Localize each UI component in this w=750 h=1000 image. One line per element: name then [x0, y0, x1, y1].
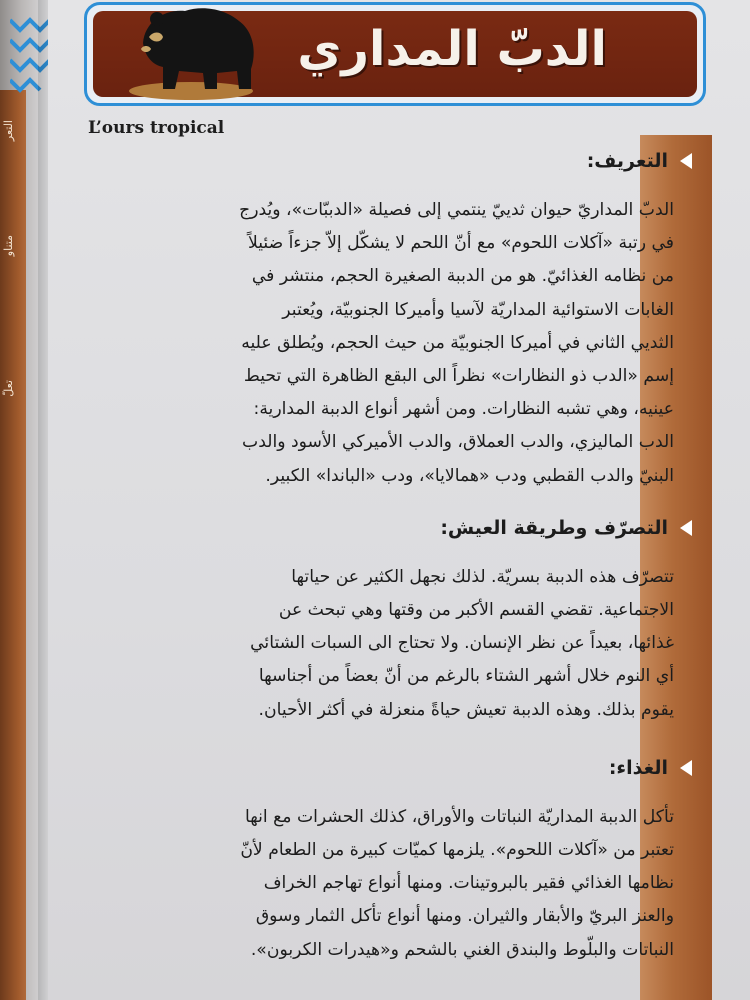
text-line: في رتبة «آكلات اللحوم» مع أنّ اللحم لا يشكّل إلاّ جزءاً ضئيلاً	[247, 233, 674, 254]
text-line: الغابات الاستوائية المداريّة لآسيا وأميركا الجنوبيّة، ويُعتبر	[282, 299, 674, 320]
text-line: تتصرّف هذه الدببة بسريّة. لذلك نجهل الكثير عن حياتها	[291, 566, 674, 587]
text-line: يقوم بذلك. وهذه الدببة تعيش حياةً منعزلة في أكثر الأحيان.	[258, 699, 674, 720]
triangle-bullet-icon	[680, 153, 692, 169]
text-line: نظامها الغذائي فقير بالبروتينات. ومنها أنواع تهاجم الخراف	[263, 873, 674, 894]
text-line: الاجتماعية. تقضي القسم الأكبر من وقتها وهي تبحث عن	[278, 600, 674, 621]
text-line: غذائها، بعيداً عن نظر الإنسان. ولا تحتاج الى السبات الشتائي	[250, 633, 674, 654]
triangle-bullet-icon	[680, 520, 692, 536]
section-heading	[88, 755, 692, 781]
text-line: الدبّ المداريّ حيوان ثدييّ ينتمي إلى فصيلة «الدببّات»، ويُدرج	[239, 200, 674, 220]
section-definition	[88, 148, 692, 493]
title-banner	[84, 2, 706, 106]
triangle-bullet-icon	[680, 760, 692, 776]
text-line: النباتات والبلّوط والبندق الغني بالشحم و«هيدرات الكربون».	[250, 939, 674, 960]
section-heading	[88, 515, 692, 541]
section-heading-label: الغذاء:	[608, 756, 668, 779]
section-paragraph	[88, 801, 692, 967]
text-line: والعنز البريّ والأبقار والثيران. ومنها أنواع تأكل الثمار وسوق	[255, 906, 674, 927]
left-fragment-1: التعر	[2, 120, 15, 142]
text-line: تأكل الدببة المداريّة النباتات والأوراق، كذلك الحشرات مع انها	[244, 806, 674, 827]
previous-page-side-strip	[0, 90, 26, 1000]
title-banner-inner	[93, 11, 697, 97]
article-body	[88, 148, 692, 967]
page-title: الدبّ المداري	[297, 21, 607, 77]
text-line: تعتبر من «آكلات اللحوم». يلزمها كميّات كبيرة من الطعام لأنّ	[240, 840, 674, 861]
bear-image	[113, 3, 263, 101]
text-line: البنيّ والدب القطبي ودب «همالايا»، ودب «الباندا» الكبير.	[265, 465, 674, 486]
left-fragment-3: تعلّ	[2, 380, 15, 397]
text-line: أي النوم خلال أشهر الشتاء بالرغم من أنّ بعضاً من أجناسها	[258, 666, 674, 687]
section-food	[88, 755, 692, 967]
text-line: الدب الماليزي، والدب العملاق، والدب الأميركي الأسود والدب	[242, 432, 674, 453]
text-line: إسم «الدب ذو النظارات» نظراً الى البقع الظاهرة التي تحيط	[243, 366, 674, 387]
section-paragraph	[88, 561, 692, 727]
section-heading-label: التصرّف وطريقة العيش:	[440, 516, 668, 539]
section-paragraph	[88, 194, 692, 493]
section-heading-label: التعريف:	[586, 150, 668, 172]
text-line: من نظامه الغذائيّ. هو من الدببة الصغيرة الحجم، منتشر في	[251, 266, 674, 287]
text-line: الثديي الثاني في أميركا الجنوبيّة من حيث الحجم، ويُطلق عليه	[241, 332, 674, 353]
page-subtitle-french: L’ours tropical	[88, 118, 225, 138]
section-behavior	[88, 515, 692, 727]
left-fragment-2: متناو	[2, 235, 15, 257]
section-heading	[88, 148, 692, 174]
text-line: عينيه، وهي تشبه النظارات. ومن أشهر أنواع الدببة المدارية:	[253, 399, 674, 420]
